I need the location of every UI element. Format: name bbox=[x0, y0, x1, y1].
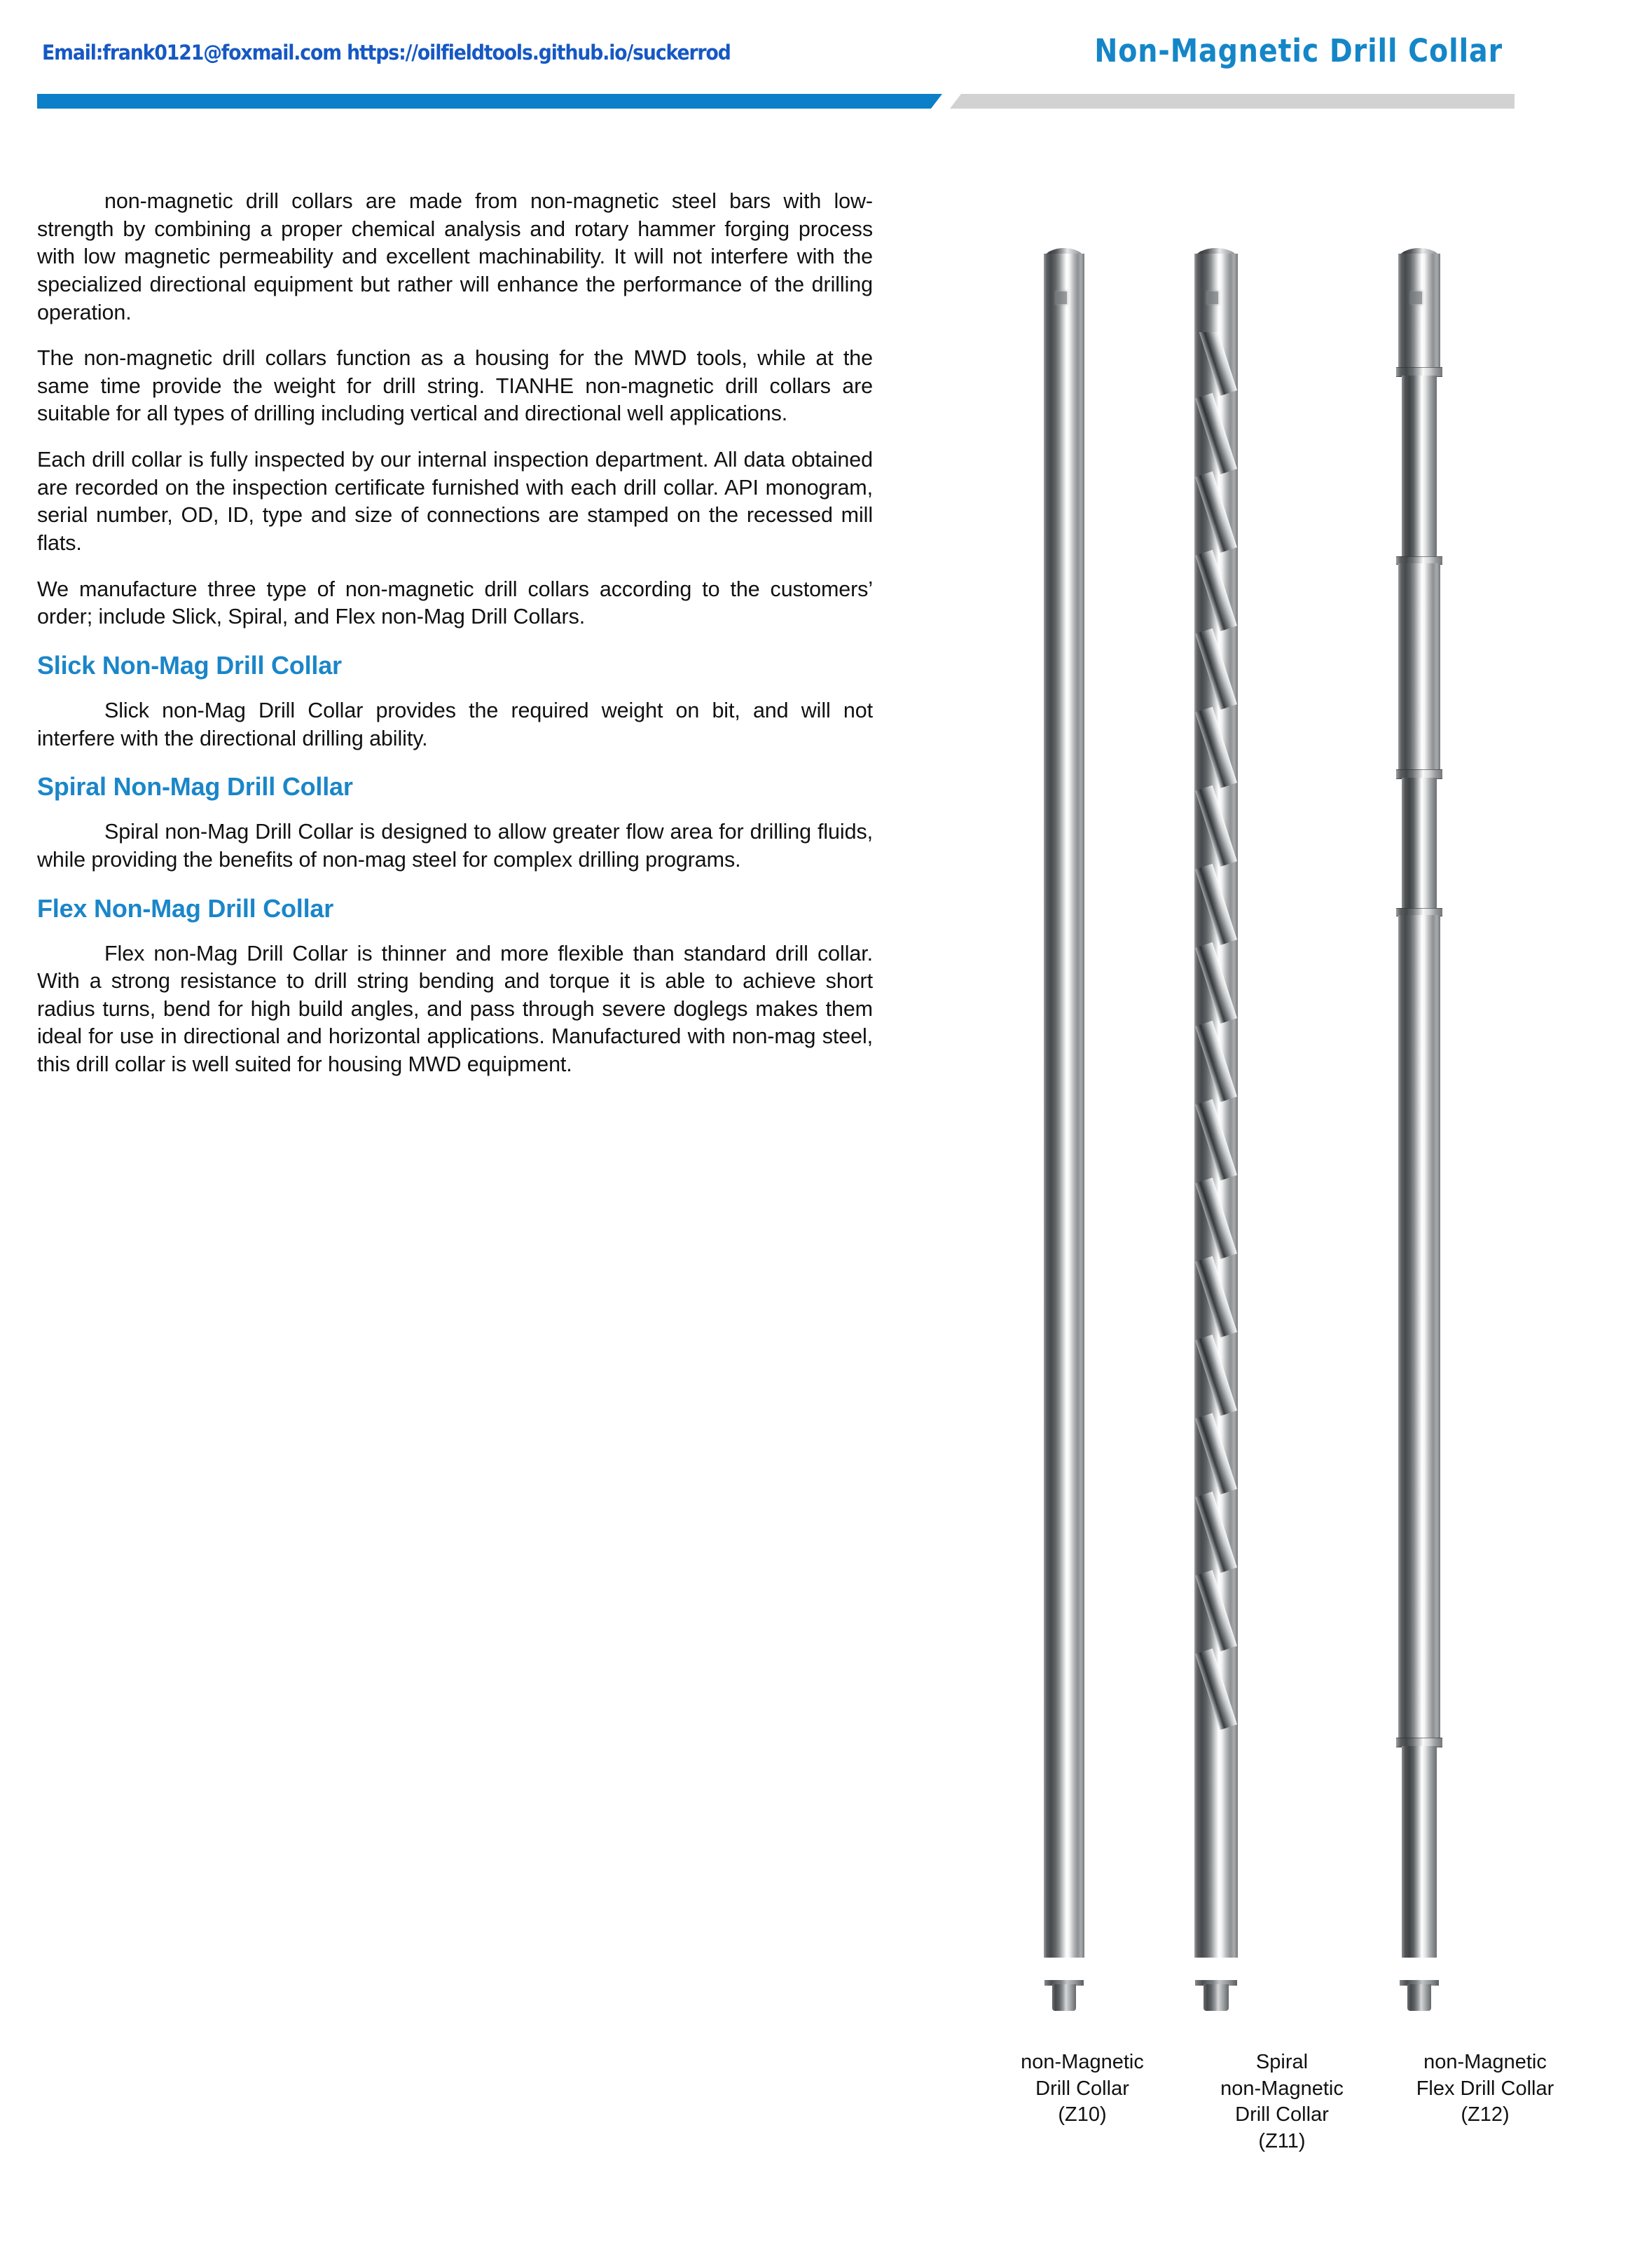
collar-lower-reduced-section bbox=[1402, 1746, 1437, 1958]
page-title: Non-Magnetic Drill Collar bbox=[1094, 32, 1503, 69]
header-bar-gray bbox=[950, 94, 1515, 109]
spiral-flute bbox=[1195, 1256, 1237, 1338]
spiral-flute bbox=[1195, 785, 1237, 867]
section-text-spiral: Spiral non-Mag Drill Collar is designed to allow greater flow area for drilling fluids, while providing the benefits of non-mag steel for complex drilling programs. bbox=[37, 820, 873, 872]
caption-line: (Z12) bbox=[1461, 2103, 1510, 2126]
collar-mid-section bbox=[1398, 563, 1440, 774]
section-text-slick: Slick non-Mag Drill Collar provides the required weight on bit, and will not interfere with the directional drilling ability. bbox=[37, 698, 873, 750]
product-image-spiral-drill-collar bbox=[1194, 248, 1238, 2011]
section-heading-spiral: Spiral Non-Mag Drill Collar bbox=[37, 772, 353, 802]
product-image-slick-drill-collar bbox=[1044, 248, 1084, 2011]
collar-long-section bbox=[1398, 915, 1440, 1742]
caption-line: non-Magnetic bbox=[1021, 2051, 1144, 2073]
spiral-flute bbox=[1195, 707, 1237, 789]
caption-line: Drill Collar bbox=[1035, 2077, 1129, 2100]
pin-connection bbox=[1052, 1984, 1076, 2011]
caption-line: non-Magnetic bbox=[1423, 2051, 1547, 2073]
page-header bbox=[0, 0, 1628, 112]
section-heading-slick: Slick Non-Mag Drill Collar bbox=[37, 650, 342, 680]
spiral-flute bbox=[1195, 472, 1237, 554]
paragraph-inspection: Each drill collar is fully inspected by our internal inspection department. All data obtained are recorded on the inspection certificate furnished with each drill collar. API monogram, serial number, OD, ID, type and size of connections are stamped on the recessed mill flats. bbox=[37, 448, 873, 556]
spiral-flute bbox=[1195, 1413, 1237, 1495]
article-content bbox=[37, 188, 873, 1079]
caption-line: Spiral bbox=[1255, 2051, 1309, 2073]
spiral-flute bbox=[1195, 864, 1237, 946]
caption-line: Drill Collar bbox=[1235, 2103, 1329, 2126]
caption-slick-drill-collar bbox=[981, 2049, 1184, 2155]
paragraph-function: The non-magnetic drill collars function as a housing for the MWD tools, while at the same time provide the weight for drill string. TIANHE non-magnetic drill collars are suitable for all types of drilling including vertical and directional well applications. bbox=[37, 346, 873, 426]
product-image-flex-drill-collar bbox=[1398, 248, 1440, 2011]
figure-captions bbox=[981, 2049, 1597, 2155]
product-figure-panel bbox=[981, 154, 1597, 2228]
spiral-flute bbox=[1195, 1570, 1237, 1652]
mill-flat-stamp bbox=[1411, 291, 1422, 304]
collar-reduced-section bbox=[1402, 778, 1437, 911]
spiral-flute bbox=[1195, 1021, 1237, 1103]
spiral-flute bbox=[1195, 1492, 1237, 1574]
collar-reduced-section bbox=[1402, 376, 1437, 559]
spiral-flute bbox=[1195, 1335, 1237, 1417]
mill-flat-stamp bbox=[1207, 291, 1218, 304]
caption-flex-drill-collar bbox=[1380, 2049, 1590, 2155]
paragraph-intro: non-magnetic drill collars are made from non-magnetic steel bars with low-strength by combining a proper chemical analysis and rotary hammer forging process with low magnetic permeability and excellent machinability. It will not interfere with the specialized directional equipment but rather will enhance the performance of the drilling operation. bbox=[37, 189, 873, 324]
section-heading-flex: Flex Non-Mag Drill Collar bbox=[37, 893, 334, 923]
section-text-flex: Flex non-Mag Drill Collar is thinner and more flexible than standard drill collar. With a strong resistance to drill string bending and torque it is able to achieve short radius turns, bend for high build angles, and pass through severe doglegs makes them ideal for use in directional and horizontal applications. Manufactured with non-mag steel, this drill collar is well suited for housing MWD equipment. bbox=[37, 941, 873, 1077]
caption-line: (Z10) bbox=[1058, 2103, 1107, 2126]
spiral-flute bbox=[1195, 942, 1237, 1024]
paragraph-types: We manufacture three type of non-magnetic drill collars according to the customers’ order; include Slick, Spiral, and Flex non-Mag Drill Collars. bbox=[37, 577, 873, 629]
caption-spiral-drill-collar bbox=[1184, 2049, 1380, 2155]
spiral-flute bbox=[1195, 393, 1237, 475]
caption-line: non-Magnetic bbox=[1220, 2077, 1344, 2100]
caption-line: Flex Drill Collar bbox=[1416, 2077, 1554, 2100]
spiral-flute bbox=[1195, 628, 1237, 710]
spiral-flute bbox=[1195, 1178, 1237, 1260]
spiral-flute bbox=[1195, 1099, 1237, 1181]
spiral-flute bbox=[1195, 1649, 1237, 1731]
collar-body bbox=[1044, 254, 1084, 1958]
mill-flat-stamp bbox=[1056, 291, 1067, 304]
collar-upper-section bbox=[1398, 254, 1440, 374]
contact-info: Email:frank0121@foxmail.com https://oilfieldtools.github.io/suckerrod bbox=[42, 41, 731, 64]
pin-connection bbox=[1407, 1984, 1431, 2011]
spiral-flute bbox=[1195, 332, 1237, 396]
spiral-flute-group bbox=[1194, 332, 1238, 1761]
spiral-flute bbox=[1195, 550, 1237, 632]
header-bar-blue bbox=[37, 94, 942, 109]
pin-connection bbox=[1203, 1984, 1229, 2011]
caption-line: (Z11) bbox=[1258, 2130, 1306, 2153]
